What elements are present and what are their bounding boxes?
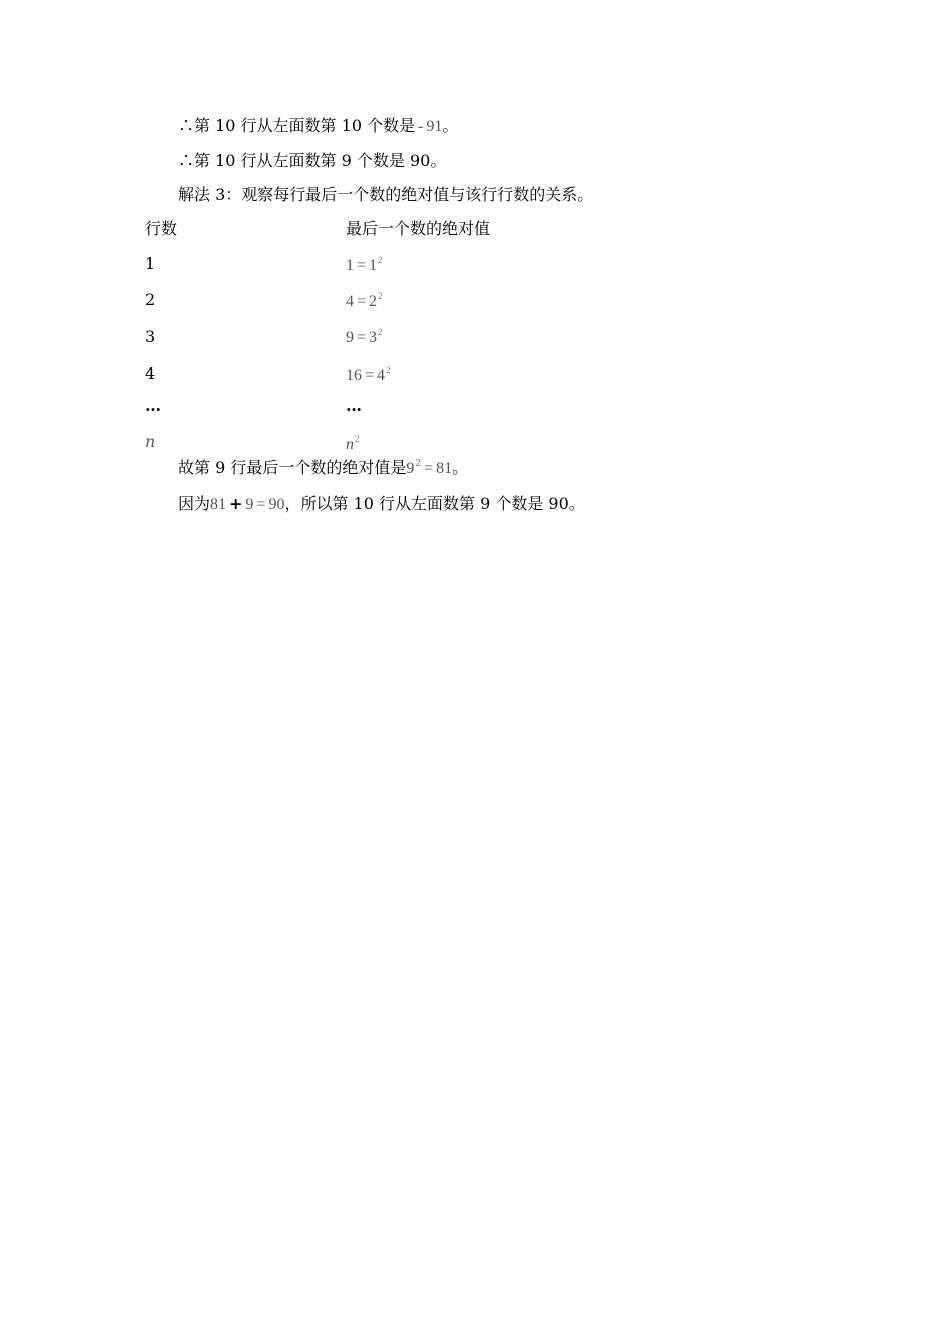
equals-sign: = [357,293,367,310]
line-text: 因为 [178,494,211,513]
line-text: 第 10 行从左面数第 10 个数是 [194,116,416,135]
row-number: 1 [145,254,156,273]
result-value: 81 [436,460,453,477]
general-row-value [346,435,360,455]
row-value [346,292,383,312]
ellipsis-values: … [346,396,362,415]
value-base: 1 [369,257,378,274]
therefore-symbol: ∴ [178,116,195,135]
value-base: 4 [377,367,386,384]
value-base: 3 [369,329,378,346]
exponent: 2 [355,434,360,444]
line-end: 。 [442,116,459,135]
equals-sign: = [256,496,266,513]
table-header-rows [145,219,177,239]
plus-sign: + [229,494,243,513]
equals-sign: = [424,460,434,477]
method-3-intro [178,185,593,205]
sum-value: 90 [268,496,285,513]
value-lhs: 9 [346,329,354,346]
final-conclusion [178,494,585,515]
line-text: 故第 9 行最后一个数的绝对值是 [178,458,407,477]
row-number: 3 [145,327,156,346]
value-base: 2 [369,293,378,310]
exponent: 2 [386,365,391,375]
value-lhs: 1 [346,257,354,274]
value-base: n [346,436,354,453]
exponent: 2 [378,327,383,337]
operand-b: 9 [245,496,254,513]
table-header-abs [346,219,490,239]
equals-sign: = [357,257,367,274]
header-text: 最后一个数的绝对值 [346,219,491,238]
line-end: 。 [452,458,469,477]
line-text: ，所以第 10 行从左面数第 9 个数是 90。 [284,494,585,513]
value-base: 9 [406,460,415,477]
equals-sign: = [365,367,375,384]
value-lhs: 4 [346,293,354,310]
line-10th-row-10th-number [178,116,458,137]
exponent: 2 [378,291,383,301]
row-value [346,328,383,348]
ellipsis-rows: … [145,396,161,415]
line-10th-row-9th-number [178,151,446,171]
line-text: 第 10 行从左面数第 9 个数是 90。 [194,151,447,170]
header-text: 行数 [145,219,178,238]
general-row-number: n [145,432,156,451]
row-number: 2 [145,290,156,309]
exponent: 2 [378,255,383,265]
value-lhs: 16 [346,367,362,384]
minus-sign: - [418,118,424,135]
row-value [346,256,383,276]
equals-sign: = [357,329,367,346]
row-value [346,366,391,386]
conclusion-9th-row [178,458,468,479]
row-number: 4 [145,364,156,383]
line-text: 解法 3：观察每行最后一个数的绝对值与该行行数的关系。 [178,185,594,204]
operand-a: 81 [210,496,227,513]
number-value: 91 [426,118,443,135]
therefore-symbol: ∴ [178,151,195,170]
exponent: 2 [415,459,422,469]
